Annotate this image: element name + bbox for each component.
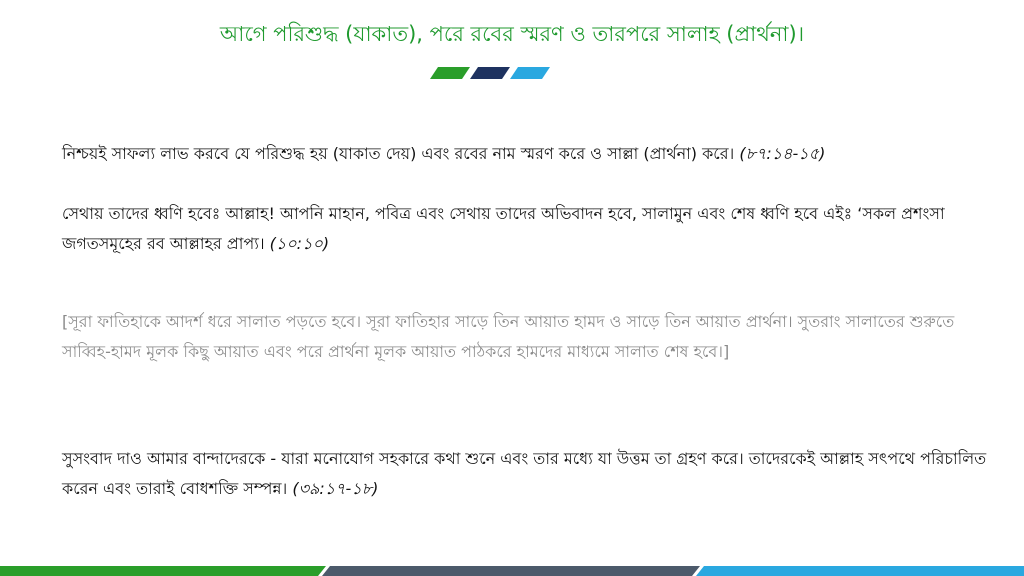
verse-1-reference: (৮৭:১৪-১৫) (739, 144, 826, 163)
verse-2-reference: (১০:১০) (269, 234, 330, 253)
verse-paragraph-1 (62, 139, 992, 169)
title-decoration (430, 67, 550, 79)
bottom-bar-blue (696, 566, 1024, 576)
verse-1-text: নিশ্চয়ই সাফল্য লাভ করবে যে পরিশুদ্ধ হয় (যাকাত দেয়) এবং রবের নাম স্মরণ করে ও সাল্লা (প্রার্থনা) করে। (62, 144, 740, 163)
deco-green-stripe (430, 67, 470, 79)
slide-title: আগে পরিশুদ্ধ (যাকাত), পরে রবের স্মরণ ও তারপরে সালাহ (প্রার্থনা)। (219, 22, 805, 46)
bottom-decoration-bar (0, 566, 1024, 576)
note-text: [সূরা ফাতিহাকে আদর্শ ধরে সালাত পড়তে হবে। সূরা ফাতিহার সাড়ে তিন আয়াত হামদ ও সাড়ে তিন আয়াত প্রার্থনা। সুতরাং সালাতের শুরুতে সাব্বিহ-হামদ মূলক কিছু আয়াত এবং পরে প্রার্থনা মূলক আয়াত পাঠকরে হামদের মাধ্যমে সালাত শেষ হবে।] (62, 312, 955, 361)
note-paragraph (62, 307, 992, 367)
verse-3-reference: (৩৯:১৭-১৮) (292, 479, 379, 498)
bottom-bar-gray (322, 566, 700, 576)
deco-navy-stripe (470, 67, 510, 79)
bottom-bar-green (0, 566, 326, 576)
verse-3-text: সুসংবাদ দাও আমার বান্দাদেরকে - যারা মনোযোগ সহকারে কথা শুনে এবং তার মধ্যে যা উত্তম তা গ্রহণ করে। তাদেরকেই আল্লাহ সৎপথে পরিচালিত করেন এবং তারাই বোধশক্তি সম্পন্ন। (62, 449, 987, 498)
verse-paragraph-3 (62, 444, 992, 504)
deco-blue-stripe (510, 67, 550, 79)
verse-2-text: সেথায় তাদের ধ্বণি হবেঃ আল্লাহ! আপনি মাহান, পবিত্র এবং সেথায় তাদের অভিবাদন হবে, সালামুন এবং শেষ ধ্বণি হবে এইঃ ‘সকল প্রশংসা জগতসমূহের রব আল্লাহর প্রাপ্য। (62, 204, 945, 253)
verse-paragraph-2 (62, 199, 992, 259)
